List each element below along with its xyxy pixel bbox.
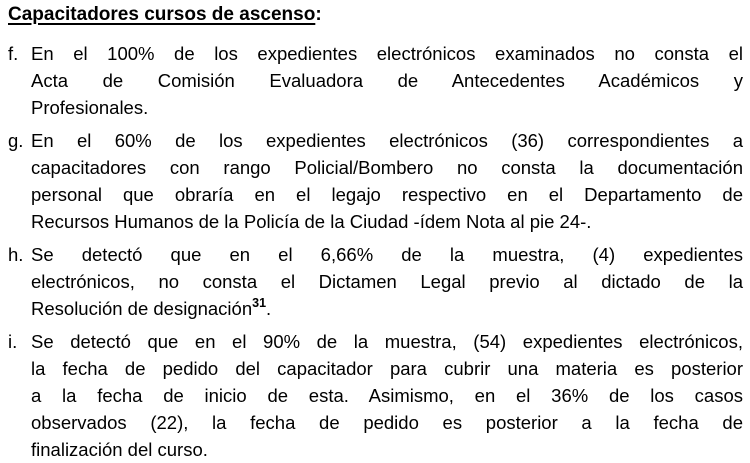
text-line: personal que obraría en el legajo respectivo en el Departamento de [31, 184, 743, 205]
text-line: En el 100% de los expedientes electrónicos examinados no consta el [31, 43, 743, 64]
text-line [31, 295, 743, 322]
list-item-f [8, 40, 743, 121]
text-before-footnote: Resolución de designación [31, 298, 253, 319]
text-line: Se detectó que en el 6,66% de la muestra, (4) expedientes [31, 244, 743, 265]
text-line: Profesionales. [31, 97, 149, 118]
list-marker-g: g. [8, 130, 24, 151]
text-after-footnote: . [266, 298, 272, 319]
list-item-g [8, 127, 743, 235]
text-line: la fecha de pedido del capacitador para cubrir una materia es posterior [31, 358, 743, 379]
list-marker-h: h. [8, 244, 24, 265]
text-line: observados (22), la fecha de pedido es posterior a la fecha de [31, 412, 743, 433]
text-line: En el 60% de los expedientes electrónicos (36) correspondientes a [31, 130, 743, 151]
list-item-i [8, 328, 743, 463]
section-heading [8, 1, 743, 28]
footnote-reference: 31 [252, 295, 267, 310]
text-line: finalización del curso. [31, 439, 208, 460]
list-marker-f: f. [8, 43, 19, 64]
text-line: Recursos Humanos de la Policía de la Ciudad -ídem Nota al pie 24-. [31, 211, 592, 232]
list-marker-i: i. [8, 331, 18, 352]
section-heading-text: Capacitadores cursos de ascenso [8, 4, 316, 25]
text-line: Acta de Comisión Evaluadora de Antecedentes Académicos y [31, 70, 743, 91]
list-item-h [8, 241, 743, 322]
text-line: Se detectó que en el 90% de la muestra, (54) expedientes electrónicos, [31, 331, 743, 352]
text-line: electrónicos, no consta el Dictamen Legal previo al dictado de la [31, 271, 743, 292]
section-heading-colon: : [315, 4, 322, 25]
text-line: a la fecha de inicio de esta. Asimismo, en el 36% de los casos [31, 385, 743, 406]
text-line: capacitadores con rango Policial/Bombero no consta la documentación [31, 157, 743, 178]
